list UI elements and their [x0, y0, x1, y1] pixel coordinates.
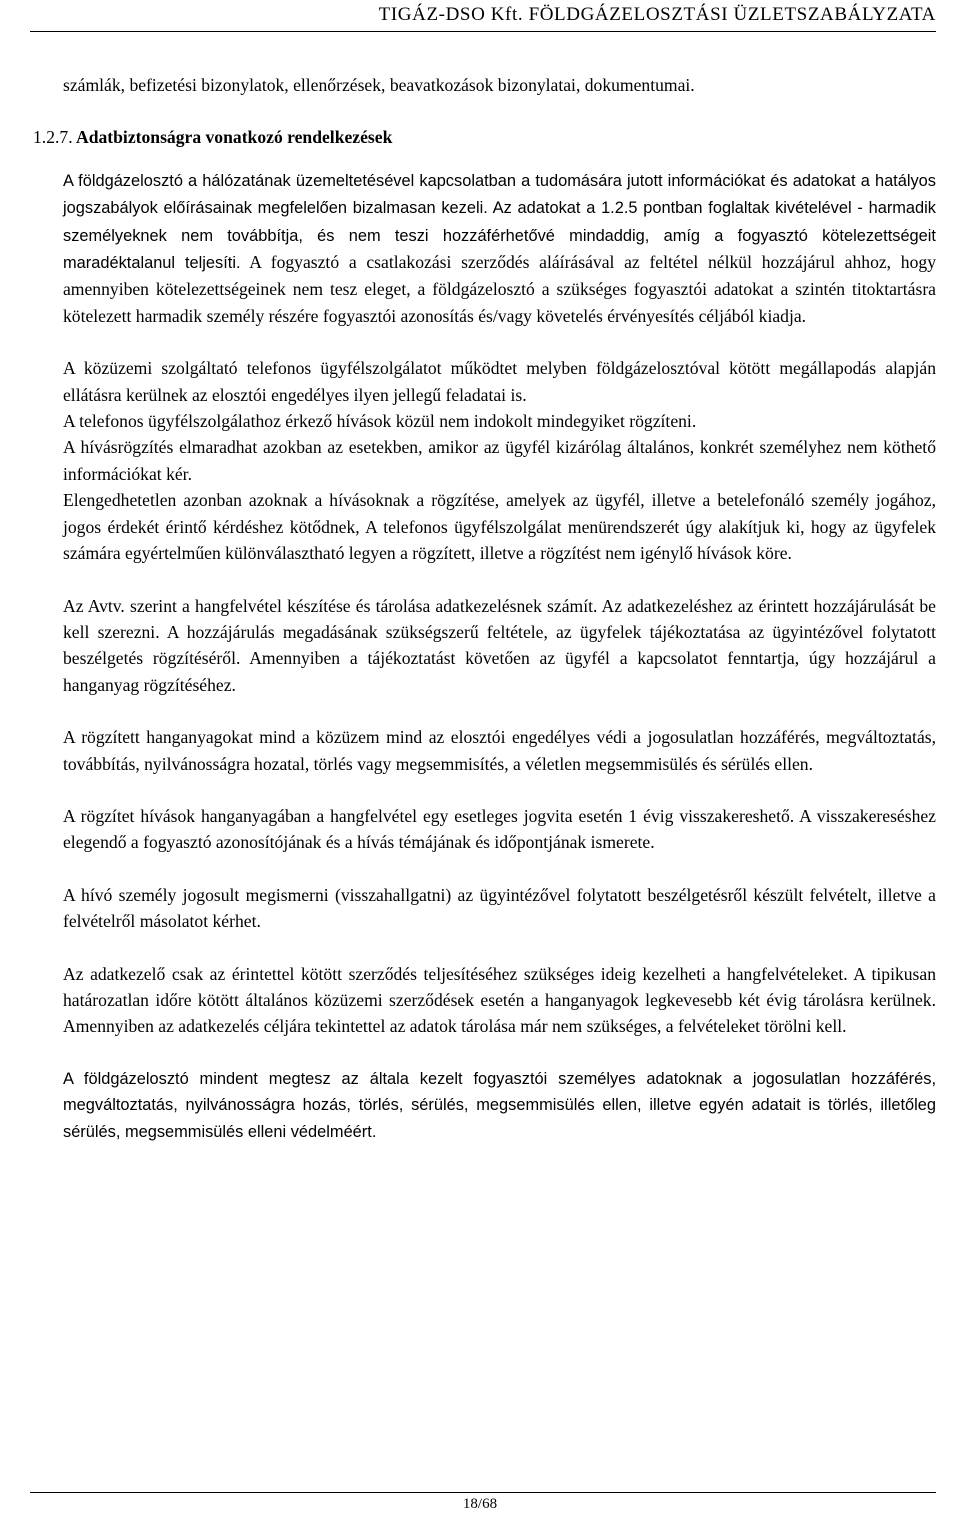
paragraph-customer-service: A közüzemi szolgáltató telefonos ügyfélszolgálatot működtet melyben földgázelosztóval kötött megállapodás alapján ellátásra kerülnek az elosztói engedélyes ilyen jellegű feladatai is.	[63, 358, 936, 405]
paragraph-consent: A fogyasztó a csatlakozási szerződés aláírásával az feltétel nélkül hozzájárul ahhoz, hogy amennyiben kötelezettségeinek nem tesz eleget, a földgázelosztó a szükséges fogyasztói adatokat a szintén titoktartásra kötelezett harmadik személy részére fogyasztói azonosítás és/vagy követelés érvényesítés céljából kiadja.	[63, 252, 936, 326]
footer-divider	[30, 1492, 936, 1493]
paragraph-caller-rights: A hívó személy jogosult megismerni (visszahallgatni) az ügyintézővel folytatott beszélgetésről készült felvételt, illetve a felvételről másolatot kérhet.	[63, 884, 936, 932]
section-heading	[33, 124, 936, 150]
paragraph-retention: Az adatkezelő csak az érintettel kötött szerződés teljesítéséhez szükséges ideig kezelheti a hangfelvételeket. A tipikusan határozatlan időre kötött általános közüzemi szerződések esetén a hanganyagok legkevesebb két évig tárolásra kerülnek. Amennyiben az adatkezelés céljára tekintettel az adatok tárolása már nem szükséges, a felvételeket törölni kell.	[63, 963, 936, 1037]
paragraph-confidentiality-sans: A földgázelosztó a hálózatának üzemeltetésével kapcsolatban a tudomására jutott információkat és adatokat a hatályos jogszabályok előírásainak megfelelően bizalmasan kezeli. Az adatokat a 1.2.5 pontban foglaltak kivételével - harmadik személyeknek nem továbbítja, és nem teszi hozzáférhetővé mindaddig, amíg a fogyasztó kötelezettségeit maradéktalanul teljesíti.	[63, 171, 936, 273]
document-body	[33, 72, 936, 1145]
paragraph-data-confidentiality	[63, 167, 936, 329]
paragraph-recording-essential: Elengedhetetlen azonban azoknak a hívásoknak a rögzítése, amelyek az ügyfél, illetve a betelefonáló személy jogához, jogos érdekét érintő kérdéshez kötődnek, A telefonos ügyfélszolgálat menürendszerét úgy alakítjuk ki, hogy az ügyfelek számára egyértelműen különválasztható legyen a rögzített, illetve a rögzítést nem igénylő hívások köre.	[63, 490, 936, 564]
paragraph-avtv: Az Avtv. szerint a hangfelvétel készítése és tárolása adatkezelésnek számít. Az adatkezeléshez az érintett hozzájárulását be kell szerezni. A hozzájárulás megadásának szükségszerű feltétele, az ügyfelek tájékoztatása az ügyintézővel folytatott beszélgetés rögzítéséről. Amennyiben a tájékoztatást követően az ügyfél a kapcsolatot fenntartja, úgy hozzájárul a hanganyag rögzítéséhez.	[63, 595, 936, 695]
section-number: 1.2.7.	[33, 127, 73, 148]
paragraph-call-recording-not-required: A telefonos ügyfélszolgálathoz érkező hívások közül nem indokolt mindegyiket rögzíteni.	[63, 411, 697, 432]
page-number: 18/68	[462, 1496, 498, 1512]
section-title: Adatbiztonságra vonatkozó rendelkezések	[76, 127, 393, 148]
paragraph-recording-omission: A hívásrögzítés elmaradhat azokban az esetekben, amikor az ügyfél kizárólag általános, konkrét személyhez nem köthető információkat kér.	[63, 437, 936, 484]
paragraph-data-protection: A földgázelosztó mindent megtesz az általa kezelt fogyasztói személyes adatoknak a jogosulatlan hozzáférés, megváltoztatás, nyilvánosságra hozás, törlés, sérülés, megsemmisülés ellen, illetve egyén adatait is törlés, illetőleg sérülés, megsemmisülés elleni védelméért.	[63, 1069, 936, 1141]
paragraph-retrieval: A rögzítet hívások hanganyagában a hangfelvétel egy esetleges jogvita esetén 1 évig visszakereshető. A visszakereséshez elegendő a fogyasztó azonosítójának és a hívás témájának és időpontjának ismerete.	[63, 805, 936, 853]
header-divider	[30, 31, 936, 32]
document-header-title: TIGÁZ-DSO Kft. FÖLDGÁZELOSZTÁSI ÜZLETSZABÁLYZATA	[378, 4, 936, 25]
paragraph-protection: A rögzített hanganyagokat mind a közüzem mind az elosztói engedélyes védi a jogosulatlan hozzáférés, megváltoztatás, továbbítás, nyilvánosságra hozatal, törlés vagy megsemmisítés, a véletlen megsemmisülés és sérülés ellen.	[63, 727, 936, 774]
intro-line: számlák, befizetési bizonylatok, ellenőrzések, beavatkozások bizonylatai, dokumentumai.	[63, 75, 695, 95]
